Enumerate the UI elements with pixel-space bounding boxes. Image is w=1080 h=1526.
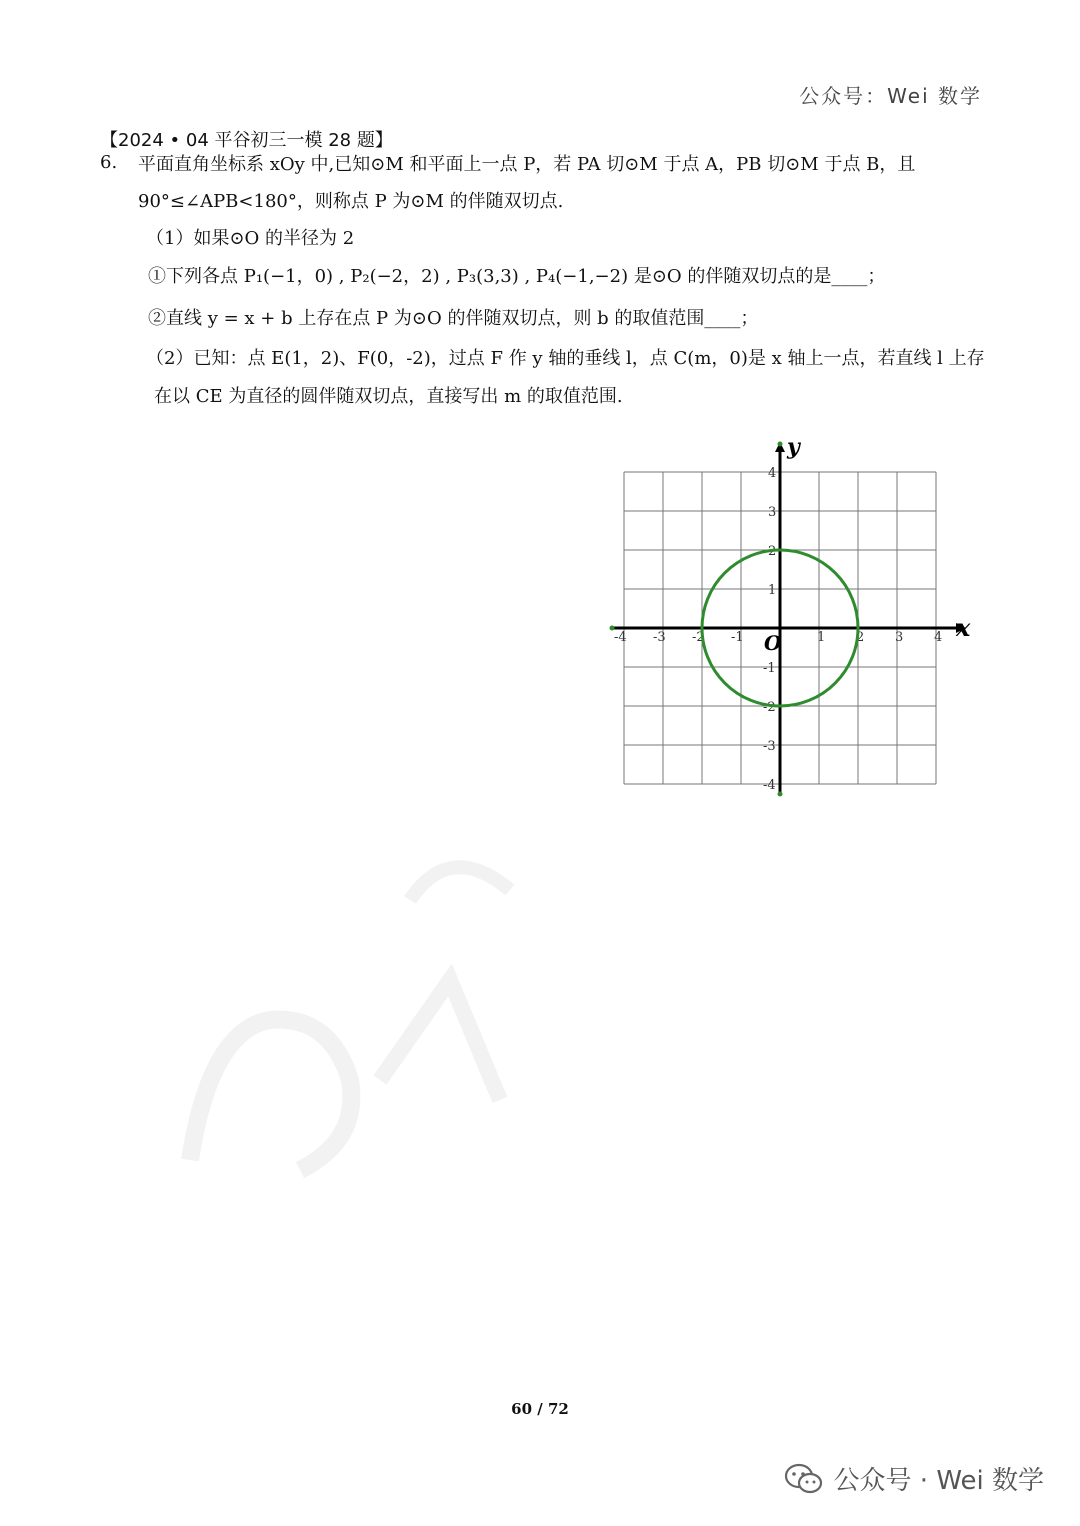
question-line-1: 平面直角坐标系 xOy 中,已知⊙M 和平面上一点 P，若 PA 切⊙M 于点 A，PB 切⊙M 于点 B，且 <box>138 154 916 175</box>
y-axis-endpoint <box>778 792 783 797</box>
coordinate-figure <box>600 430 980 800</box>
x-tick-label: -4 <box>614 630 627 645</box>
page-number: 60 / 72 <box>511 1400 569 1418</box>
wechat-icon <box>784 1463 824 1495</box>
part1-intro: （1）如果⊙O 的半径为 2 <box>146 228 355 249</box>
header-account: 公众号：Wei 数学 <box>799 84 982 108</box>
watermark <box>784 1460 1044 1497</box>
x-tick-label: 1 <box>817 630 826 645</box>
x-tick-label: 3 <box>895 630 904 645</box>
y-axis-endpoint <box>778 442 783 447</box>
source-tag: 【2024 • 04 平谷初三一模 28 题】 <box>100 130 393 151</box>
y-tick-label: 3 <box>768 505 777 520</box>
y-tick-label: -2 <box>763 700 776 715</box>
y-axis-label: y <box>787 434 800 460</box>
part1-a: ①下列各点 P₁(−1，0) , P₂(−2，2) , P₃(3,3) , P₄(−1,−2) 是⊙O 的伴随双切点的是____； <box>148 266 886 287</box>
x-tick-label: 2 <box>856 630 865 645</box>
y-tick-label: 2 <box>768 544 777 559</box>
y-tick-label: -1 <box>763 661 776 676</box>
x-tick-label: 4 <box>934 630 943 645</box>
y-tick-label: 1 <box>768 583 777 598</box>
origin-label: O <box>764 631 782 655</box>
question-line-2: 90°≤∠APB<180°，则称点 P 为⊙M 的伴随双切点. <box>138 191 564 212</box>
x-tick-label: -2 <box>692 630 705 645</box>
x-tick-label: -3 <box>653 630 666 645</box>
x-axis-label: x <box>956 613 971 642</box>
faint-watermark-logo <box>150 780 650 1200</box>
part2-line-1: （2）已知：点 E(1，2)、F(0，-2)，过点 F 作 y 轴的垂线 l，点 C(m，0)是 x 轴上一点，若直线 l 上存 <box>146 348 985 369</box>
part1-b: ②直线 y = x + b 上存在点 P 为⊙O 的伴随双切点，则 b 的取值范围____； <box>148 308 759 329</box>
watermark-text: 公众号 · Wei 数学 <box>833 1466 1044 1496</box>
question-number: 6. <box>100 152 118 173</box>
x-tick-label: -1 <box>731 630 744 645</box>
y-tick-label: 4 <box>768 466 777 481</box>
part2-line-2: 在以 CE 为直径的圆伴随双切点，直接写出 m 的取值范围. <box>154 386 623 407</box>
y-tick-label: -3 <box>763 739 776 754</box>
y-tick-label: -4 <box>763 778 776 793</box>
